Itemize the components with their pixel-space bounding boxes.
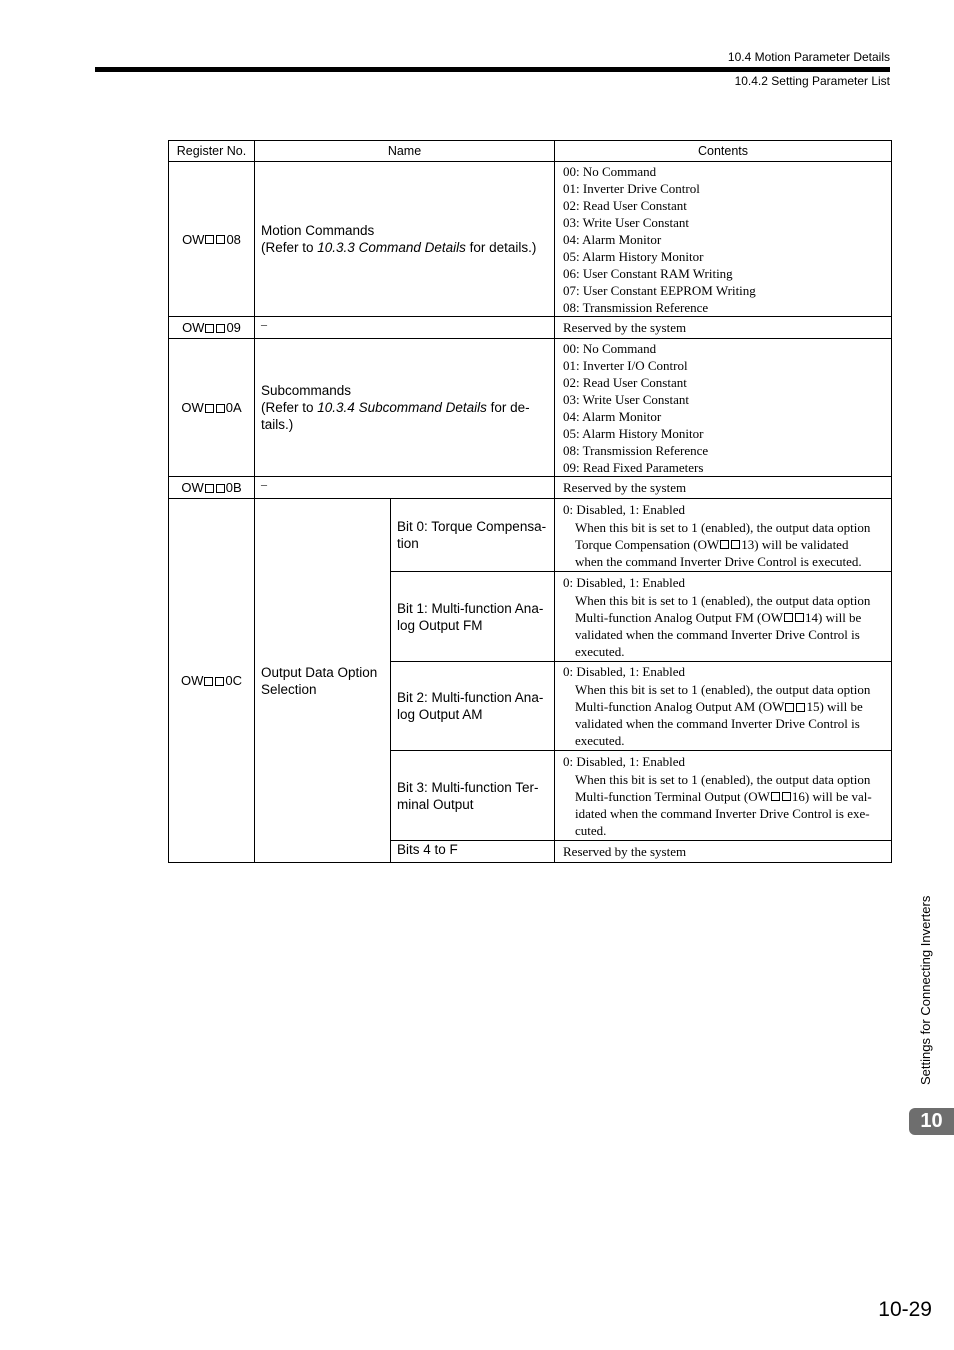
bit-name: Bit 1: Multi-function Ana- log Output FM bbox=[391, 572, 555, 662]
contents-cell: 0: Disabled, 1: Enabled When this bit is set to 1 (enabled), the output data option Torque Compensation (OW 13) will be validated when the command Inverter Drive Control is executed. bbox=[555, 499, 892, 572]
register-no: OW 0C bbox=[169, 499, 255, 863]
bit-name: Bit 2: Multi-function Ana- log Output AM bbox=[391, 662, 555, 751]
parameter-name: Motion Commands (Refer to 10.3.3 Command Details for details.) bbox=[255, 162, 555, 317]
contents-cell: Reserved by the system bbox=[555, 841, 892, 863]
contents-cell: 0: Disabled, 1: Enabled When this bit is set to 1 (enabled), the output data option Multi-function Terminal Output (OW 16) will be val- idated when the command Inverter Drive Control is exe- cuted. bbox=[555, 751, 892, 841]
parameter-name: – bbox=[255, 317, 555, 339]
header-register: Register No. bbox=[169, 141, 255, 162]
list-item: 02: Read User Constant bbox=[563, 374, 687, 390]
list-item: 08: Transmission Reference bbox=[563, 299, 709, 315]
chapter-side-label: Settings for Connecting Inverters bbox=[918, 895, 933, 1085]
chapter-tab: 10 bbox=[909, 1108, 954, 1135]
parameter-name: – bbox=[255, 477, 555, 499]
contents-cell: Reserved by the system bbox=[555, 317, 892, 339]
header-name: Name bbox=[255, 141, 555, 162]
register-no: OW 09 bbox=[169, 317, 255, 339]
list-item: 08: Transmission Reference bbox=[563, 442, 709, 458]
header-subsection-title: 10.4.2 Setting Parameter List bbox=[734, 74, 890, 88]
list-item: 04: Alarm Monitor bbox=[563, 231, 662, 247]
table-row bbox=[169, 339, 892, 477]
list-item: 03: Write User Constant bbox=[563, 391, 689, 407]
parameter-name: Output Data Option Selection bbox=[255, 499, 391, 863]
list-item: 02: Read User Constant bbox=[563, 197, 687, 213]
contents-cell: Reserved by the system bbox=[555, 477, 892, 499]
list-item: 04: Alarm Monitor bbox=[563, 408, 662, 424]
register-no: OW 08 bbox=[169, 162, 255, 317]
contents-cell: 0: Disabled, 1: Enabled When this bit is set to 1 (enabled), the output data option Multi-function Analog Output FM (OW 14) will be validated when the command Inverter Drive Control is executed. bbox=[555, 572, 892, 662]
register-no: OW 0A bbox=[169, 339, 255, 477]
list-item: 01: Inverter Drive Control bbox=[563, 180, 700, 196]
header-contents: Contents bbox=[555, 141, 892, 162]
parameter-name: Subcommands (Refer to 10.3.4 Subcommand Details for de- tails.) bbox=[255, 339, 555, 477]
contents-cell bbox=[555, 339, 892, 477]
list-item: 05: Alarm History Monitor bbox=[563, 248, 704, 264]
header-section-title: 10.4 Motion Parameter Details bbox=[727, 50, 890, 64]
contents-cell bbox=[555, 162, 892, 317]
list-item: 05: Alarm History Monitor bbox=[563, 425, 704, 441]
register-no: OW 0B bbox=[169, 477, 255, 499]
contents-cell: 0: Disabled, 1: Enabled When this bit is set to 1 (enabled), the output data option Multi-function Analog Output AM (OW 15) will be validated when the command Inverter Drive Control is executed. bbox=[555, 662, 892, 751]
table-row bbox=[169, 162, 892, 317]
table-row bbox=[169, 477, 892, 499]
list-item: 06: User Constant RAM Writing bbox=[563, 265, 733, 281]
list-item: 00: No Command bbox=[563, 163, 657, 179]
table-row bbox=[169, 317, 892, 339]
table-header-row bbox=[169, 141, 892, 162]
page-number: 10-29 bbox=[878, 1298, 932, 1321]
parameter-table bbox=[168, 140, 892, 863]
table-row bbox=[169, 499, 892, 572]
list-item: 01: Inverter I/O Control bbox=[563, 357, 688, 373]
list-item: 07: User Constant EEPROM Writing bbox=[563, 282, 756, 298]
header-rule bbox=[95, 67, 890, 72]
list-item: 00: No Command bbox=[563, 340, 657, 356]
list-item: 03: Write User Constant bbox=[563, 214, 689, 230]
bit-name: Bits 4 to F bbox=[391, 841, 555, 863]
bit-name: Bit 0: Torque Compensa- tion bbox=[391, 499, 555, 572]
list-item: 09: Read Fixed Parameters bbox=[563, 459, 704, 475]
bit-name: Bit 3: Multi-function Ter- minal Output bbox=[391, 751, 555, 841]
